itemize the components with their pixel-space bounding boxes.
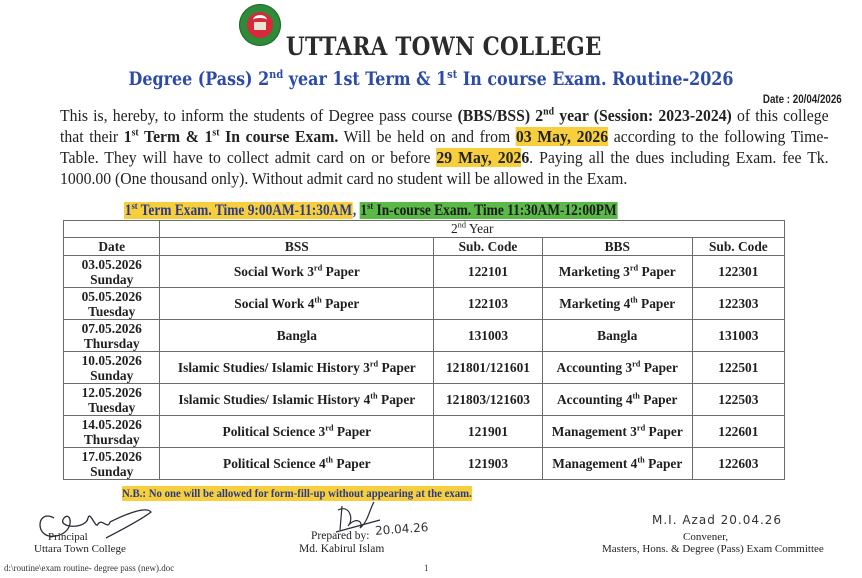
notice-text: Will be held on and from	[338, 127, 516, 146]
date-cell: 17.05.2026 Sunday	[64, 448, 160, 480]
logo-book-icon	[254, 22, 266, 30]
incourse-exam-time: 1st In-course Exam. Time 11:30AM-12:00PM	[360, 200, 617, 219]
admit-deadline-tail: 6	[521, 148, 530, 167]
table-row	[64, 352, 785, 384]
bbs-subject-cell: Accounting 3rd Paper	[542, 352, 692, 384]
bss-code-cell: 122103	[434, 288, 543, 320]
bbs-subject-cell: Marketing 3rd Paper	[542, 256, 692, 288]
bss-subject-cell: Social Work 3rd Paper	[160, 256, 434, 288]
bbs-code-cell: 131003	[692, 320, 784, 352]
table-year-row	[64, 221, 785, 238]
bss-code-cell: 122101	[434, 256, 543, 288]
principal-org: Uttara Town College	[34, 543, 126, 555]
notice-text: of this college that their	[60, 106, 829, 146]
bss-subject-cell: Social Work 4th Paper	[160, 288, 434, 320]
bss-subject-cell: Islamic Studies/ Islamic History 3rd Paper	[160, 352, 434, 384]
bbs-code-cell: 122501	[692, 352, 784, 384]
notice-sup: st	[212, 127, 220, 139]
bbs-code-cell: 122301	[692, 256, 784, 288]
prepared-date-handwritten: 20.04.26	[374, 520, 429, 538]
bbs-code-cell: 122601	[692, 416, 784, 448]
footer-file-path: d:\routine\exam routine- degree pass (new).doc	[4, 563, 175, 573]
exam-time-banner	[124, 202, 617, 220]
notice-session: year (Session: 2023-2024)	[554, 106, 732, 125]
convener-title: Convener,	[683, 531, 729, 543]
bbs-subject-cell: Management 3rd Paper	[542, 416, 692, 448]
college-name: UTTARA TOWN COLLEGE	[286, 32, 602, 61]
table-row	[64, 288, 785, 320]
exam-title-part: Degree (Pass) 2	[128, 69, 270, 90]
bss-subject-cell: Bangla	[160, 320, 434, 352]
term-exam-time: 1st Term Exam. Time 9:00AM-11:30AM	[124, 200, 353, 219]
bbs-subject-cell: Accounting 4th Paper	[542, 384, 692, 416]
table-corner-cell	[64, 221, 160, 238]
date-cell: 07.05.2026 Thursday	[64, 320, 160, 352]
exam-title-part: year 1st Term & 1	[283, 69, 448, 90]
notice-term: Term & 1	[138, 127, 213, 146]
bss-code-cell: 121903	[434, 448, 543, 480]
bss-subject-cell: Political Science 3rd Paper	[160, 416, 434, 448]
bss-code-cell: 121901	[434, 416, 543, 448]
exam-title-sup: st	[447, 66, 458, 81]
bss-subject-cell: Islamic Studies/ Islamic History 4th Paper	[160, 384, 434, 416]
header-bss-code: Sub. Code	[434, 238, 543, 256]
header-bbs: BBS	[542, 238, 692, 256]
notice-sup: st	[131, 127, 139, 139]
table-row	[64, 256, 785, 288]
date-cell: 12.05.2026 Tuesday	[64, 384, 160, 416]
notice-date: Date : 20/04/2026	[763, 94, 842, 106]
page-number: 1	[424, 563, 429, 573]
prepared-by-label: Prepared by:	[311, 530, 370, 542]
bbs-code-cell: 122303	[692, 288, 784, 320]
notice-term: In course Exam.	[219, 127, 339, 146]
nb-note: N.B.: No one will be allowed for form-fill-up without appearing at the exam.	[122, 486, 472, 500]
date-cell: 05.05.2026 Tuesday	[64, 288, 160, 320]
table-row	[64, 320, 785, 352]
table-row	[64, 448, 785, 480]
header-bbs-code: Sub. Code	[692, 238, 784, 256]
convener-signature-handwritten: M.I. Azad 20.04.26	[652, 513, 783, 527]
banner-separator: ,	[352, 202, 360, 219]
notice-term: 1	[123, 127, 132, 146]
exam-title-part: In course Exam. Routine-2026	[457, 69, 734, 90]
header-bss: BSS	[160, 238, 434, 256]
exam-title-sup: nd	[269, 66, 284, 81]
bbs-code-cell: 122603	[692, 448, 784, 480]
notice-course: (BBS/BSS) 2	[457, 106, 544, 125]
notice-text: This is, hereby, to inform the students of Degree pass course	[60, 106, 458, 125]
notice-text: . Paying all the dues including Exam. fee Tk. 1000.00 (One thousand only). Without admit card no student will be allowed in the Exam.	[60, 148, 829, 188]
year-header: 2nd Year	[160, 221, 785, 238]
exam-routine-table	[63, 220, 785, 480]
table-header-row	[64, 238, 785, 256]
bbs-code-cell: 122503	[692, 384, 784, 416]
header-date: Date	[64, 238, 160, 256]
principal-title: Principal	[48, 531, 88, 543]
bss-subject-cell: Political Science 4th Paper	[160, 448, 434, 480]
college-logo	[239, 4, 281, 46]
exam-title	[60, 66, 801, 90]
bss-code-cell: 131003	[434, 320, 543, 352]
bss-code-cell: 121803/121603	[434, 384, 543, 416]
logo-emblem	[247, 12, 273, 38]
table-row	[64, 384, 785, 416]
convener-committee: Masters, Hons. & Degree (Pass) Exam Committee	[602, 543, 824, 555]
prepared-by-name: Md. Kabirul Islam	[299, 543, 385, 555]
notice-sup: nd	[543, 106, 555, 118]
table-row	[64, 416, 785, 448]
exam-start-date: 03 May, 2026	[515, 127, 609, 146]
bss-code-cell: 121801/121601	[434, 352, 543, 384]
date-cell: 14.05.2026 Thursday	[64, 416, 160, 448]
notice-text: according to the following Time-Table. They will have to collect admit card on or before	[60, 127, 829, 167]
bbs-subject-cell: Marketing 4th Paper	[542, 288, 692, 320]
notice-paragraph	[60, 105, 829, 189]
bbs-subject-cell: Bangla	[542, 320, 692, 352]
date-cell: 10.05.2026 Sunday	[64, 352, 160, 384]
bbs-subject-cell: Management 4th Paper	[542, 448, 692, 480]
admit-deadline: 29 May, 202	[436, 148, 522, 167]
date-cell: 03.05.2026 Sunday	[64, 256, 160, 288]
